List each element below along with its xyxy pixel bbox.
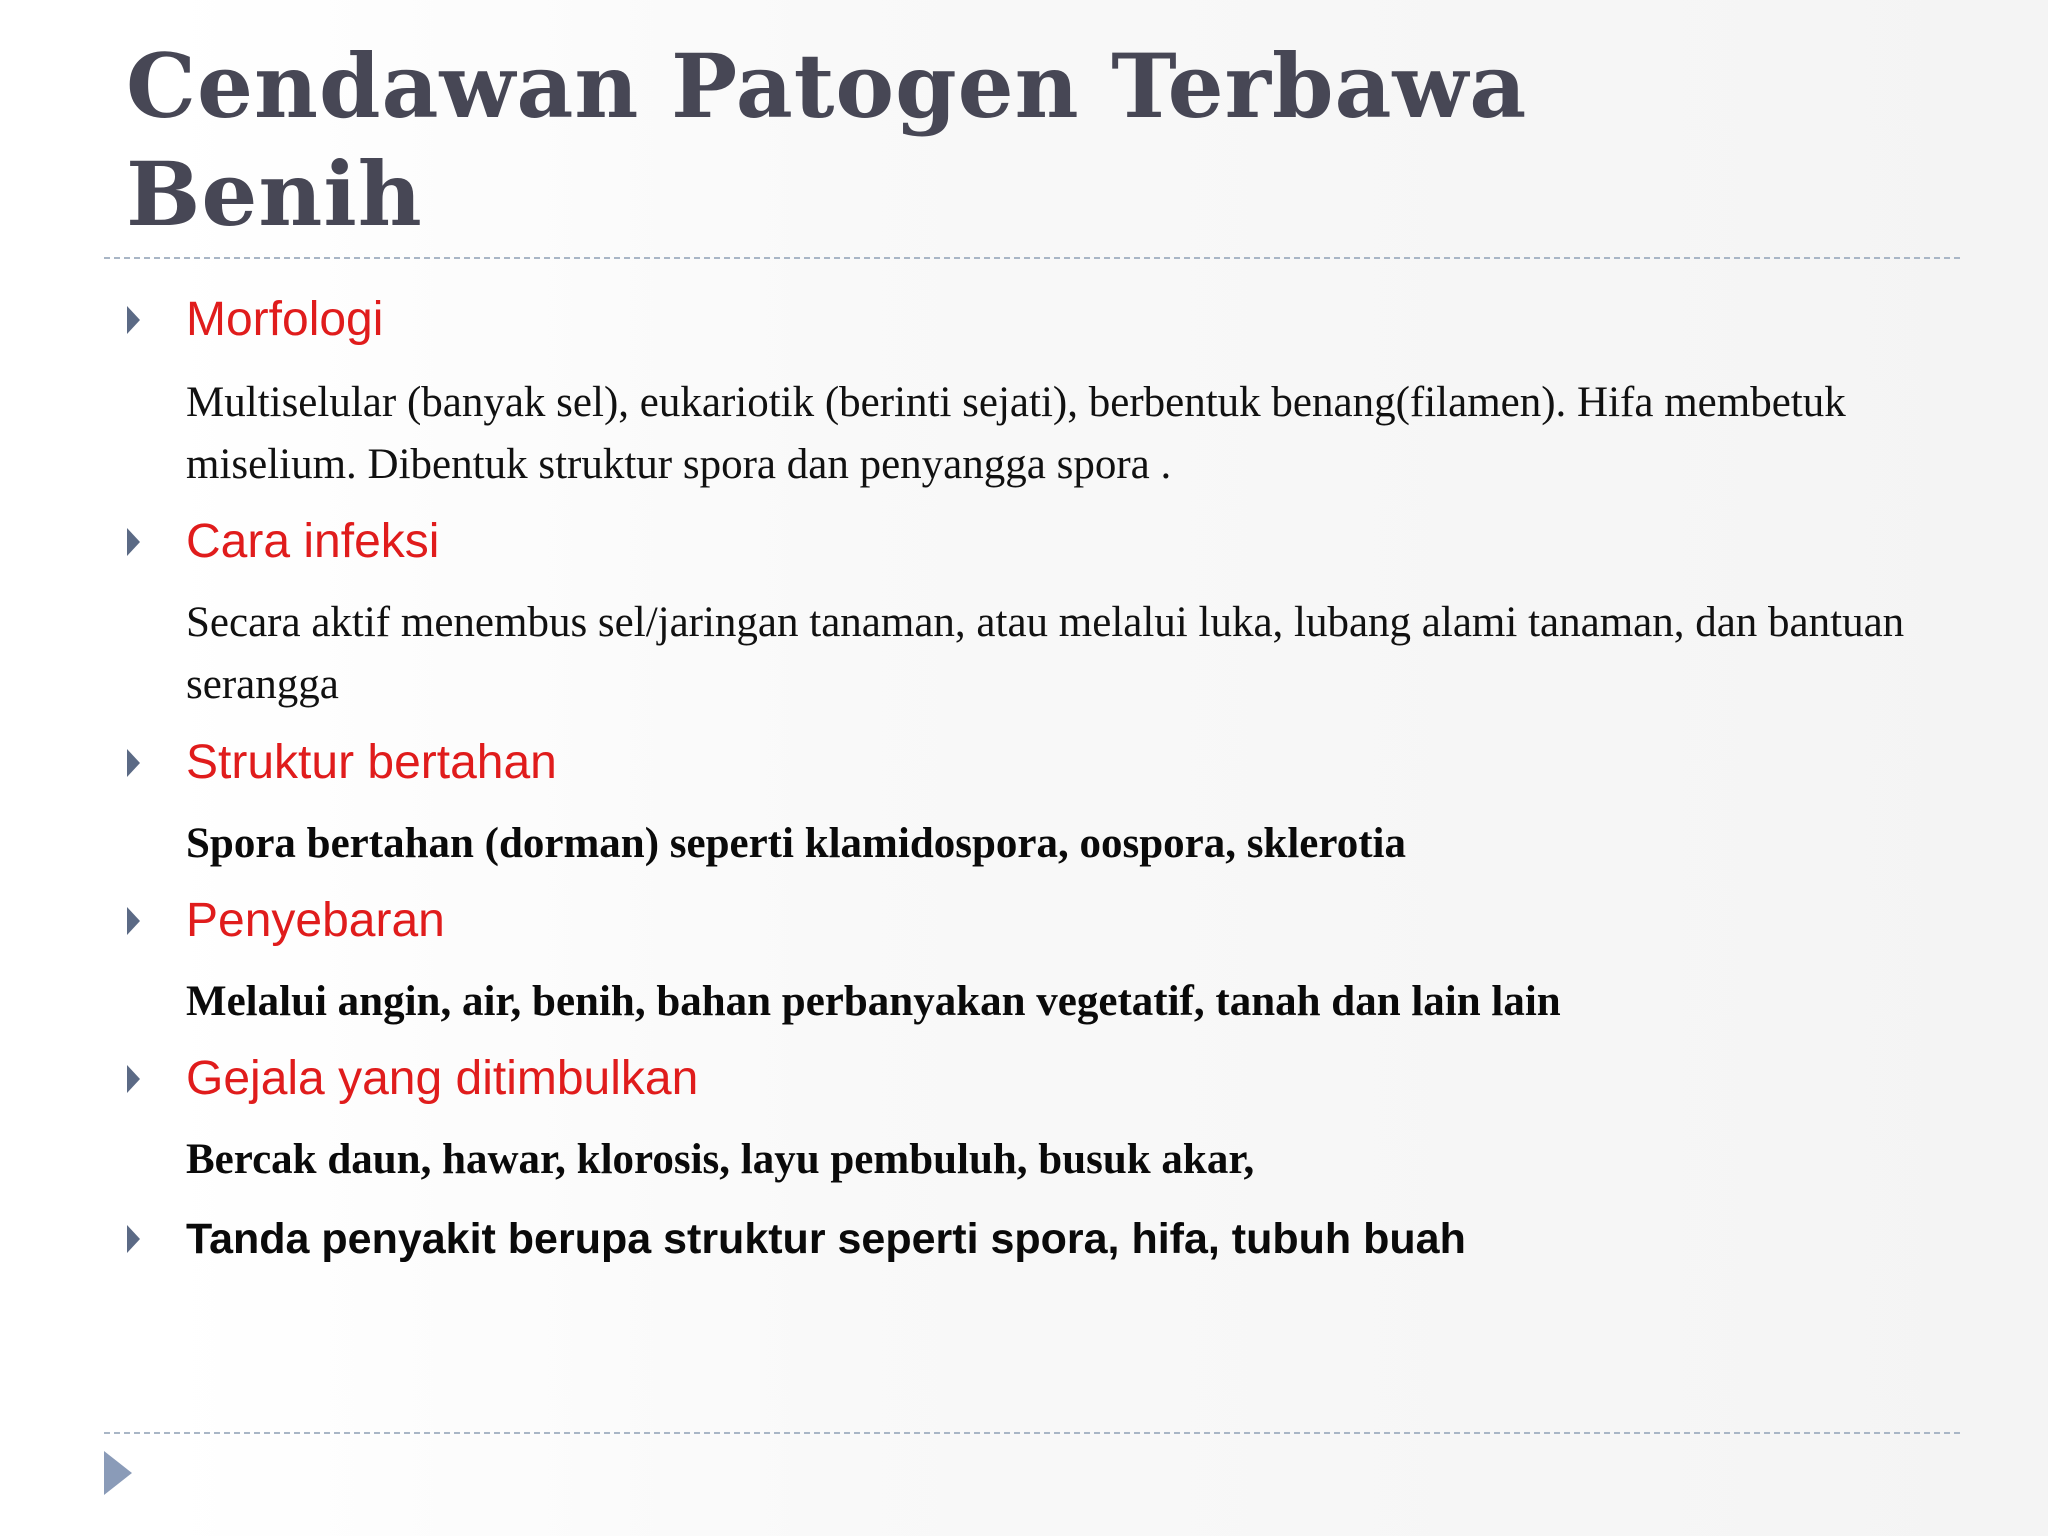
triangle-right-icon: [127, 306, 140, 334]
next-slide-arrow-icon[interactable]: [104, 1451, 132, 1495]
top-divider: [104, 257, 1960, 259]
section-heading: Cara infeksi: [186, 515, 440, 568]
section-heading: Gejala yang ditimbulkan: [186, 1052, 699, 1105]
triangle-right-icon: [127, 1065, 140, 1093]
triangle-right-icon: [127, 749, 140, 777]
section-body: Bercak daun, hawar, klorosis, layu pembuluh, busuk akar,: [186, 1136, 1255, 1183]
section-body: Secara aktif menembus sel/jaringan tanaman, atau melalui luka, lubang alami tanaman, dan bantuan serangga: [186, 599, 1905, 708]
bottom-divider: [104, 1432, 1960, 1434]
section-heading: Penyebaran: [186, 894, 445, 947]
section-body: Melalui angin, air, benih, bahan perbanyakan vegetatif, tanah dan lain lain: [186, 978, 1561, 1025]
slide-title: [126, 32, 1926, 248]
triangle-right-icon: [127, 528, 140, 556]
title-line-1: Cendawan Patogen Terbawa: [126, 34, 1528, 138]
triangle-right-icon: [127, 1225, 140, 1253]
section-heading: Struktur bertahan: [186, 736, 557, 789]
triangle-right-icon: [127, 907, 140, 935]
last-bullet-text: Tanda penyakit berupa struktur seperti spora, hifa, tubuh buah: [186, 1215, 1466, 1263]
section-heading: Morfologi: [186, 293, 384, 346]
title-line-2: Benih: [126, 142, 423, 246]
section-body: Multiselular (banyak sel), eukariotik (berinti sejati), berbentuk benang(filamen). Hifa membetuk miselium. Dibentuk struktur spora dan penyangga spora .: [186, 379, 1846, 488]
section-body: Spora bertahan (dorman) seperti klamidospora, oospora, sklerotia: [186, 820, 1406, 867]
